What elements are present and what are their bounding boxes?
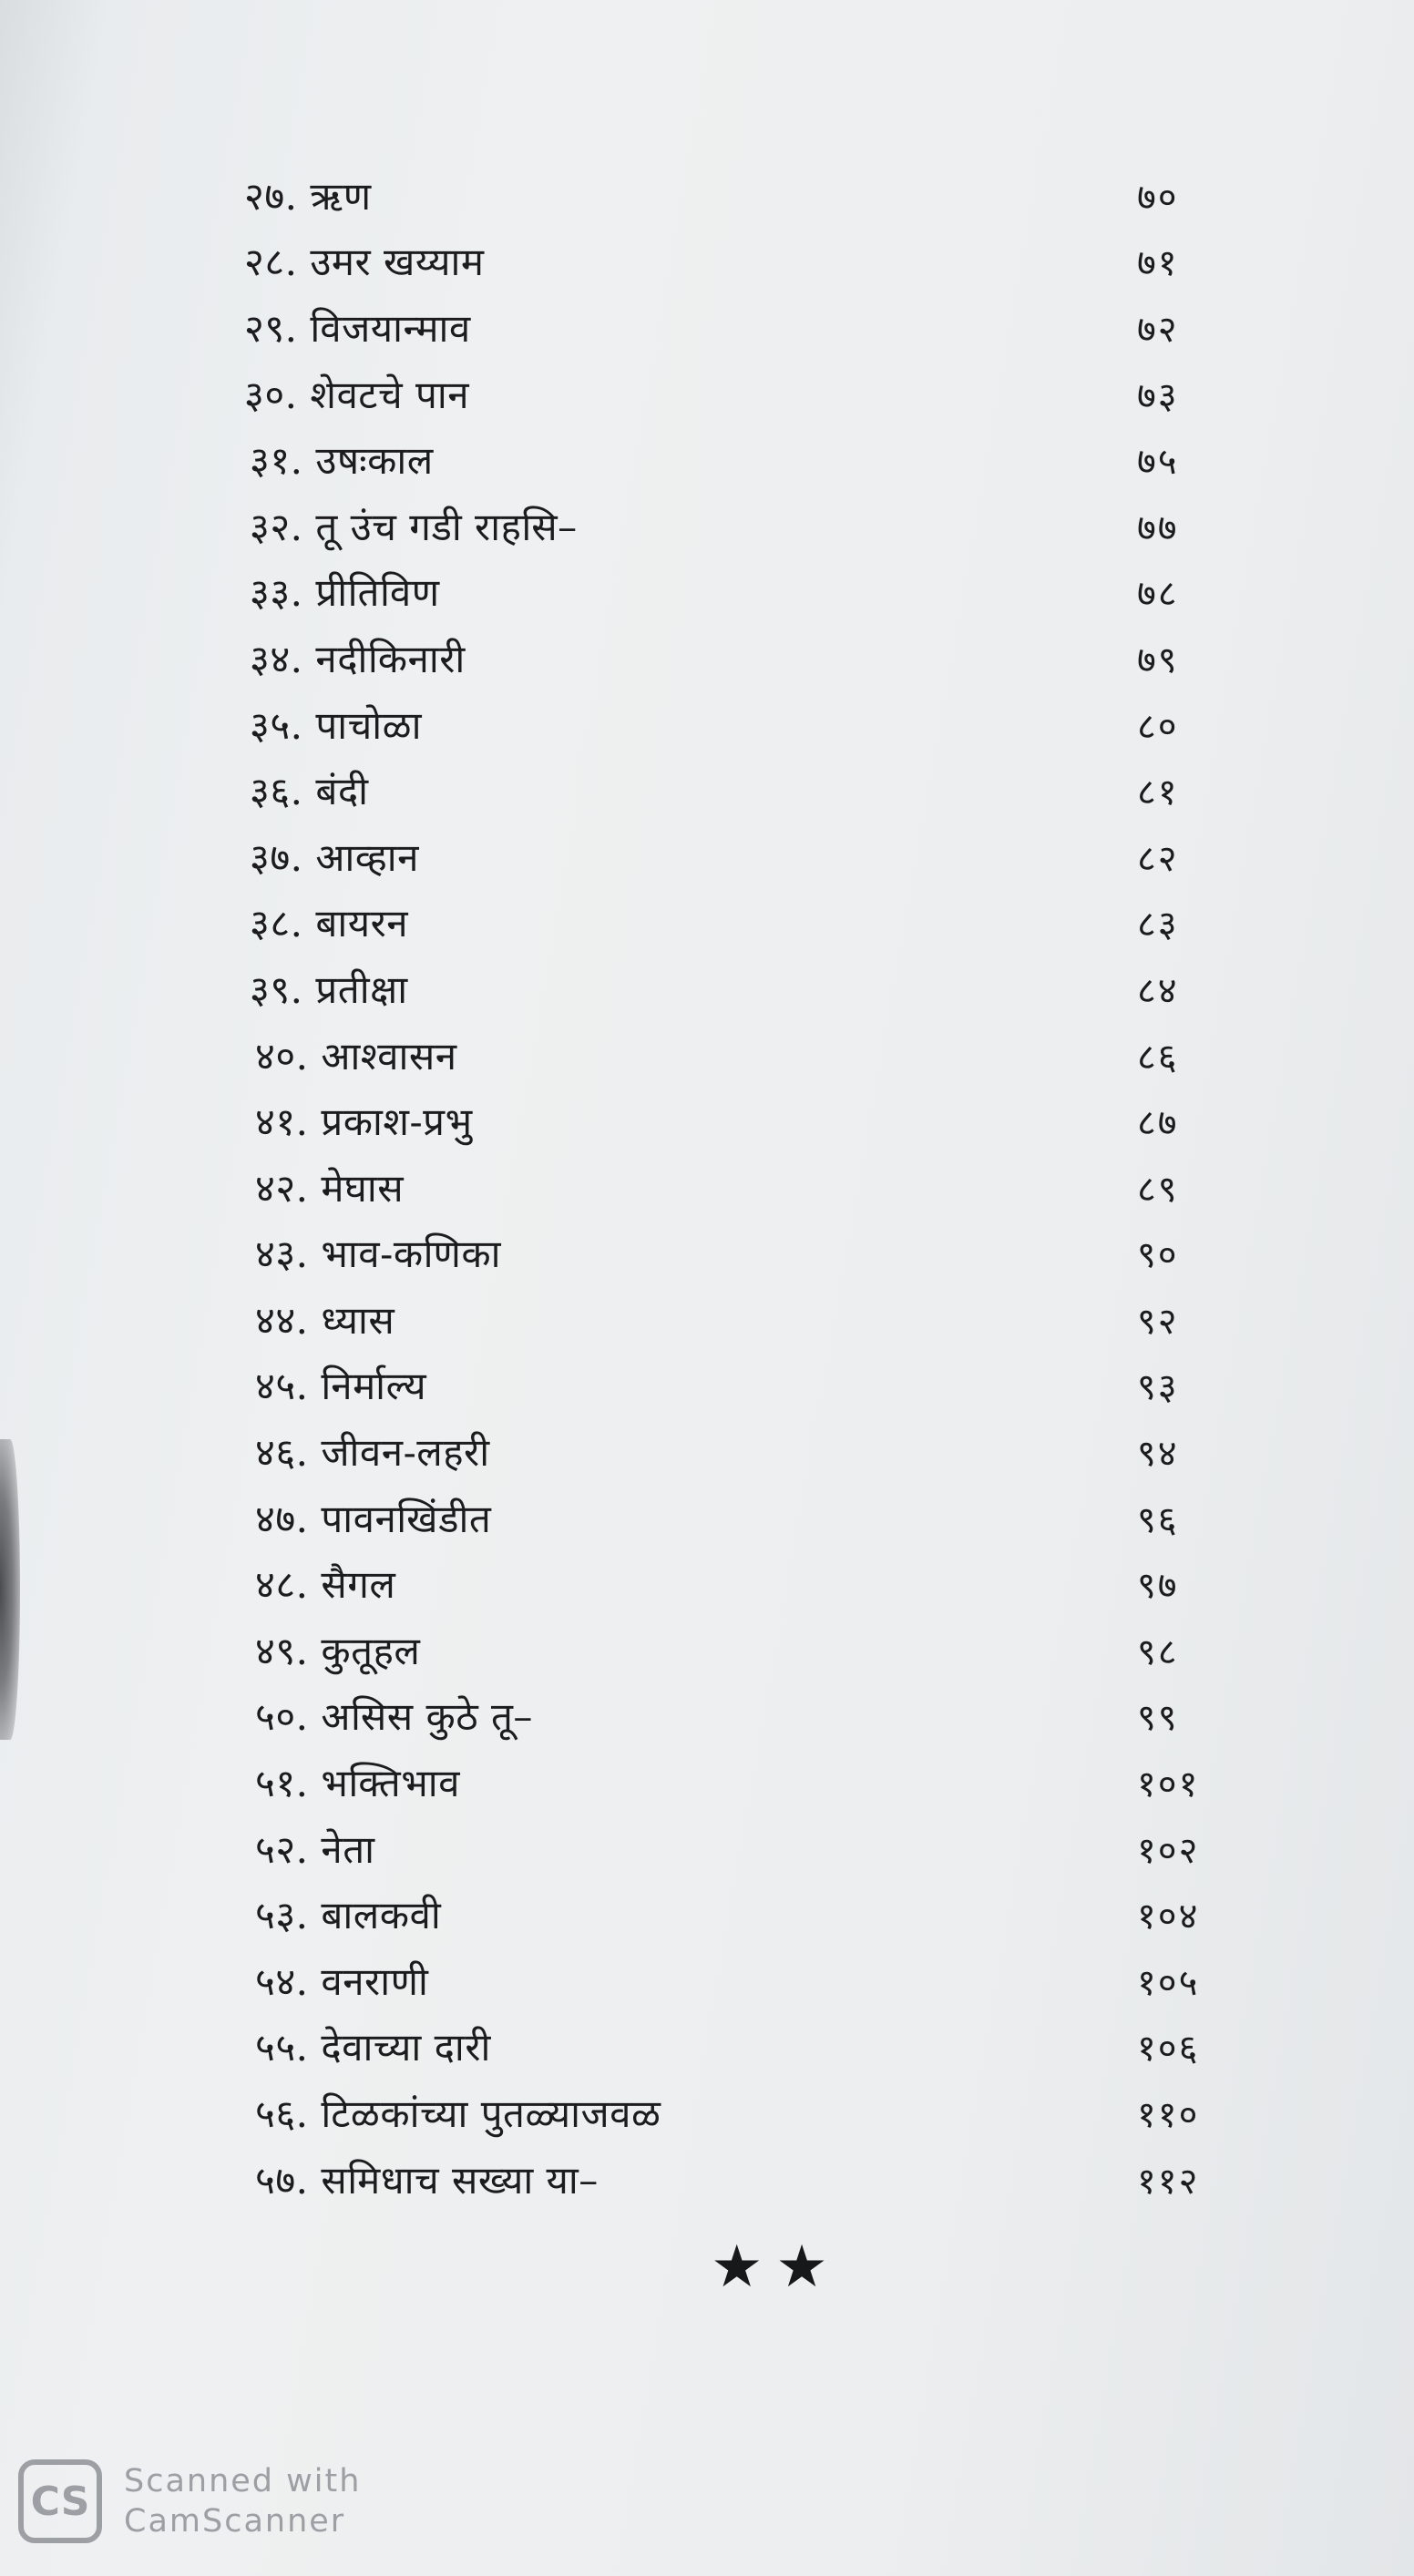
table-of-contents [244,162,1246,2239]
toc-entry-page-number: ८४ [1137,969,1179,1012]
toc-entry-title: ५१. भक्तिभाव [255,1761,460,1806]
toc-entry-title: ५०. असिस कुठे तू– [255,1694,533,1740]
toc-entry-page-number: ९२ [1137,1300,1179,1343]
toc-entry [244,1286,1246,1353]
toc-entry [244,1683,1246,1750]
toc-entry [244,956,1246,1022]
toc-entry-page-number: ८७ [1137,1102,1179,1145]
toc-entry-title: ४३. भाव-कणिका [255,1232,501,1277]
toc-entry-title: ४५. निर्माल्य [255,1364,427,1409]
toc-entry-title: ४२. मेघास [255,1165,405,1211]
toc-entry-page-number: ११२ [1137,2160,1200,2203]
toc-entry-title: ४८. सैगल [255,1562,396,1608]
end-ornament-stars: ★★ [711,2234,841,2301]
toc-entry-title: ३५. पाचोळा [250,702,422,748]
toc-entry [244,162,1246,229]
toc-entry-page-number: ११० [1137,2094,1200,2137]
toc-entry [244,890,1246,956]
toc-entry-title: ३२. तू उंच गडी राहसि– [250,504,578,549]
toc-entry-title: ४७. पावनखिंडीत [255,1496,492,1541]
toc-entry [244,1022,1246,1089]
toc-entry [244,1881,1246,1947]
toc-entry-page-number: ९८ [1137,1630,1179,1673]
toc-entry-page-number: १०१ [1137,1763,1200,1806]
toc-entry-title: ३०. शेवटचे पान [244,372,470,417]
toc-entry [244,625,1246,691]
toc-entry [244,1947,1246,2014]
toc-entry [244,1154,1246,1221]
toc-entry-title: २७. ऋण [244,173,372,219]
toc-entry [244,691,1246,758]
toc-entry-title: ५२. नेता [255,1826,375,1872]
toc-entry-page-number: ९७ [1137,1565,1179,1608]
toc-entry-page-number: ८६ [1137,1036,1179,1078]
toc-entry-page-number: ७२ [1137,308,1179,351]
toc-entry [244,757,1246,823]
toc-entry-page-number: ८९ [1137,1168,1179,1211]
toc-entry-page-number: ७० [1137,176,1179,219]
toc-entry [244,1550,1246,1617]
toc-entry-title: ३१. उषःकाल [250,438,434,484]
toc-entry-page-number: १०४ [1137,1896,1200,1938]
toc-entry [244,1749,1246,1815]
toc-entry-title: २९. विजयान्माव [244,305,471,351]
toc-entry-title: ३६. बंदी [250,769,369,814]
toc-entry-page-number: ९९ [1137,1697,1179,1740]
toc-entry-page-number: ८२ [1137,837,1179,880]
toc-entry [244,1815,1246,1882]
toc-entry-title: ३७. आव्हान [250,834,419,880]
toc-entry-title: ३८. बायरन [250,901,409,946]
toc-entry-page-number: ९३ [1137,1366,1179,1409]
toc-entry-page-number: ८३ [1137,904,1179,946]
toc-entry-title: ३३. प्रीतिविण [250,570,440,616]
toc-entry-page-number: ७७ [1137,506,1179,549]
toc-entry [244,2014,1246,2080]
toc-entry [244,1418,1246,1485]
toc-entry [244,1617,1246,1683]
toc-entry-title: ५४. वनराणी [255,1958,429,2004]
toc-entry-page-number: १०५ [1137,1961,1200,2004]
toc-entry [244,2146,1246,2213]
camscanner-logo: CS [18,2459,102,2543]
toc-entry [244,426,1246,493]
toc-entry-page-number: ७३ [1137,374,1179,417]
toc-entry-title: ५३. बालकवी [255,1893,442,1938]
toc-entry [244,823,1246,890]
toc-entry-title: ३९. प्रतीक्षा [250,966,408,1012]
toc-entry-title: ४०. आश्वासन [255,1033,457,1078]
toc-entry [244,2080,1246,2146]
toc-entry-page-number: ९४ [1137,1433,1179,1476]
toc-entry-page-number: ९६ [1137,1498,1179,1541]
toc-entry-title: ४१. प्रकाश-प्रभु [255,1099,473,1145]
toc-entry [244,361,1246,427]
toc-entry [244,229,1246,295]
watermark-text [124,2461,361,2541]
toc-entry-page-number: ७५ [1137,441,1179,484]
toc-entry [244,1221,1246,1287]
scanner-watermark [18,2459,361,2543]
toc-entry-page-number: ८१ [1137,772,1179,814]
toc-entry-page-number: ९० [1137,1234,1179,1277]
toc-entry-title: ४९. कुतूहल [255,1628,421,1673]
watermark-line-2: CamScanner [124,2503,346,2540]
toc-entry-title: ३४. नदीकिनारी [250,636,466,681]
toc-entry-title: ५६. टिळकांच्या पुतळ्याजवळ [255,2091,661,2137]
toc-entry-title: ५७. समिधाच सख्या या– [255,2157,599,2203]
toc-entry [244,1088,1246,1154]
toc-entry-page-number: १०६ [1137,2028,1200,2070]
toc-entry-page-number: ७८ [1137,573,1179,616]
toc-entry-page-number: ७९ [1137,639,1179,681]
toc-entry-title: ५५. देवाच्या दारी [255,2025,491,2070]
toc-entry [244,1353,1246,1419]
watermark-line-1: Scanned with [124,2463,362,2499]
toc-entry [244,493,1246,559]
page-edge-shadow [0,1439,20,1740]
toc-entry [244,559,1246,626]
toc-entry-title: ४४. ध्यास [255,1297,395,1343]
toc-entry [244,1485,1246,1551]
toc-entry-page-number: ८० [1137,705,1179,748]
toc-entry-page-number: १०२ [1137,1829,1200,1872]
toc-entry-title: ४६. जीवन-लहरी [255,1430,490,1476]
toc-entry [244,294,1246,361]
toc-entry-title: २८. उमर खय्याम [244,240,485,285]
toc-entry-page-number: ७१ [1137,242,1179,285]
